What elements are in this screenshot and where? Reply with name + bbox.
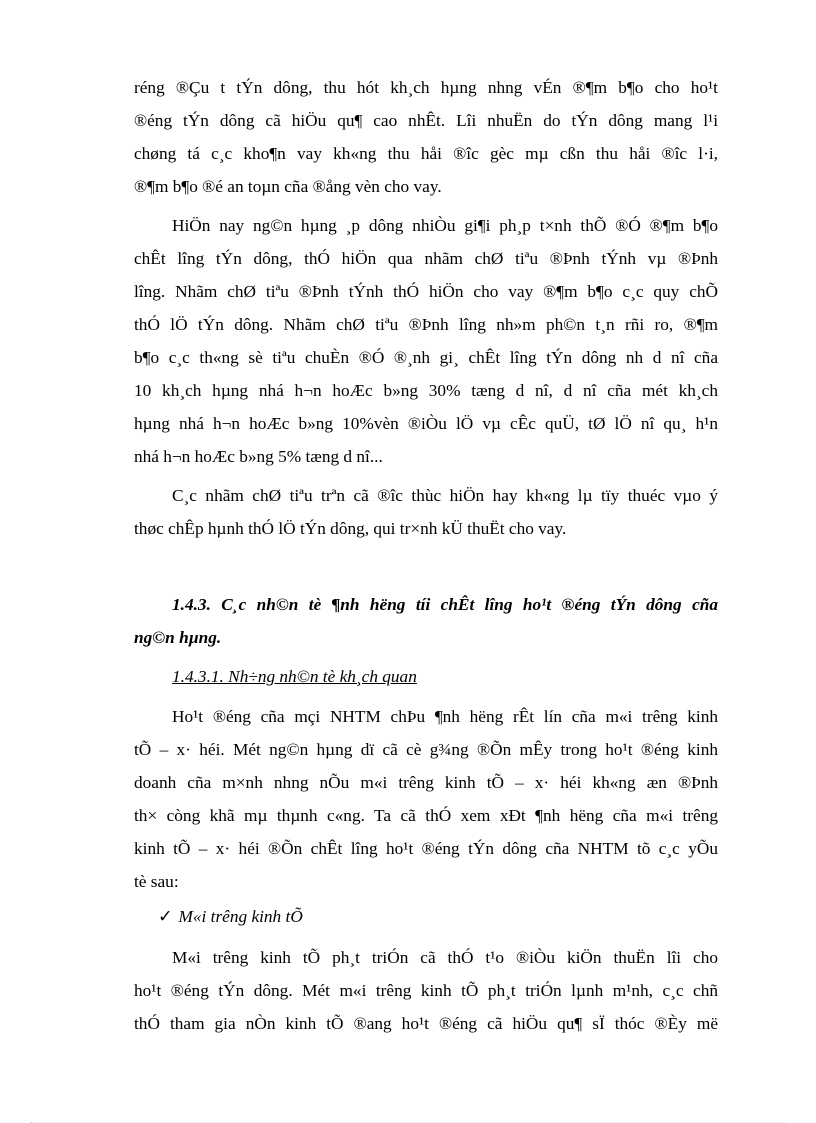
text-line: tè sau: bbox=[134, 872, 179, 891]
text-line: Ho¹t ®éng cña mçi NHTM chÞu ¶nh hëng rÊt lín cña m«i trêng kinh bbox=[172, 707, 718, 726]
text-line: thÓ lÖ tÝn dông. Nhãm chØ tiªu ®Þnh lîng nh»m ph©n t¸n rñi ro, ®¶m bbox=[134, 315, 718, 334]
bullet-label: M«i trêng kinh tÕ bbox=[178, 907, 303, 926]
text-line: lîng. Nhãm chØ tiªu ®Þnh tÝnh thÓ hiÖn cho vay ®¶m b¶o c¸c quy chÕ bbox=[134, 282, 718, 301]
text-line: b¶o c¸c th«ng sè tiªu chuÈn ®Ó ®¸nh gi¸ chÊt lîng tÝn dông nh d nî cña bbox=[134, 348, 718, 367]
bullet-item bbox=[158, 907, 303, 927]
text-line: hµng nhá h¬n hoÆc b»ng 10%vèn ®iÒu lÖ vµ cÊc quÜ, tØ lÖ nî qu¸ h¹n bbox=[134, 414, 718, 433]
text-line: chøng tá c¸c kho¶n vay kh«ng thu håi ®îc gèc mµ cßn thu håi ®îc l·i, bbox=[134, 144, 718, 163]
text-line: C¸c nhãm chØ tiªu trªn cã ®îc thùc hiÖn hay kh«ng lµ tïy thuéc vµo ý bbox=[172, 486, 718, 505]
text-line: kinh tÕ – x· héi ®Õn chÊt lîng ho¹t ®éng tÝn dông cña NHTM tõ c¸c yÕu bbox=[134, 839, 718, 858]
text-line: tÕ – x· héi. Mét ng©n hµng dï cã cè g¾ng ®Õn mÊy trong ho¹t ®éng kinh bbox=[134, 740, 718, 759]
text-line: th× còng khã mµ thµnh c«ng. Ta cã thÓ xem xÐt ¶nh hëng cña m«i trêng bbox=[134, 806, 718, 825]
text-line: ®¶m b¶o ®é an toµn cña ®ång vèn cho vay. bbox=[134, 177, 442, 196]
text-line: thÓ tham gia nÒn kinh tÕ ®ang ho¹t ®éng cã hiÖu qu¶ sÏ thóc ®Èy më bbox=[134, 1014, 718, 1033]
section-heading-line: ng©n hµng. bbox=[134, 628, 222, 647]
text-line: doanh cña m×nh nhng nÕu m«i trêng kinh tÕ – x· héi kh«ng æn ®Þnh bbox=[134, 773, 718, 792]
text-line: thøc chÊp hµnh thÓ lÖ tÝn dông, qui tr×nh kÜ thuËt cho vay. bbox=[134, 519, 567, 538]
text-line: réng ®Çu t tÝn dông, thu hót kh¸ch hµng nhng vÉn ®¶m b¶o cho ho¹t bbox=[134, 78, 718, 97]
text-line: HiÖn nay ng©n hµng ¸p dông nhiÒu gi¶i ph¸p t×nh thÕ ®Ó ®¶m b¶o bbox=[172, 216, 718, 235]
text-line: nhá h¬n hoÆc b»ng 5% tæng d nî... bbox=[134, 447, 383, 466]
text-line: M«i trêng kinh tÕ ph¸t triÓn cã thÓ t¹o ®iÒu kiÖn thuËn lîi cho bbox=[172, 948, 718, 967]
text-line: ho¹t ®éng tÝn dông. Mét m«i trêng kinh tÕ ph¸t triÓn lµnh m¹nh, c¸c chñ bbox=[134, 981, 718, 1000]
text-line: ®éng tÝn dông cã hiÖu qu¶ cao nhÊt. Lîi nhuËn do tÝn dông mang l¹i bbox=[134, 111, 718, 130]
section-heading-line: 1.4.3. C¸c nh©n tè ¶nh hëng tíi chÊt lîng ho¹t ®éng tÝn dông cña bbox=[172, 595, 718, 614]
text-line: chÊt lîng tÝn dông, thÓ hiÖn qua nhãm chØ tiªu ®Þnh tÝnh vµ ®Þnh bbox=[134, 249, 718, 268]
text-line: 10 kh¸ch hµng nhá h¬n hoÆc b»ng 30% tæng d nî, d nî cña mét kh¸ch bbox=[134, 381, 718, 400]
checkmark-icon: ✓ bbox=[158, 907, 173, 926]
subsection-heading: 1.4.3.1. Nh÷ng nh©n tè kh¸ch quan bbox=[172, 667, 417, 686]
